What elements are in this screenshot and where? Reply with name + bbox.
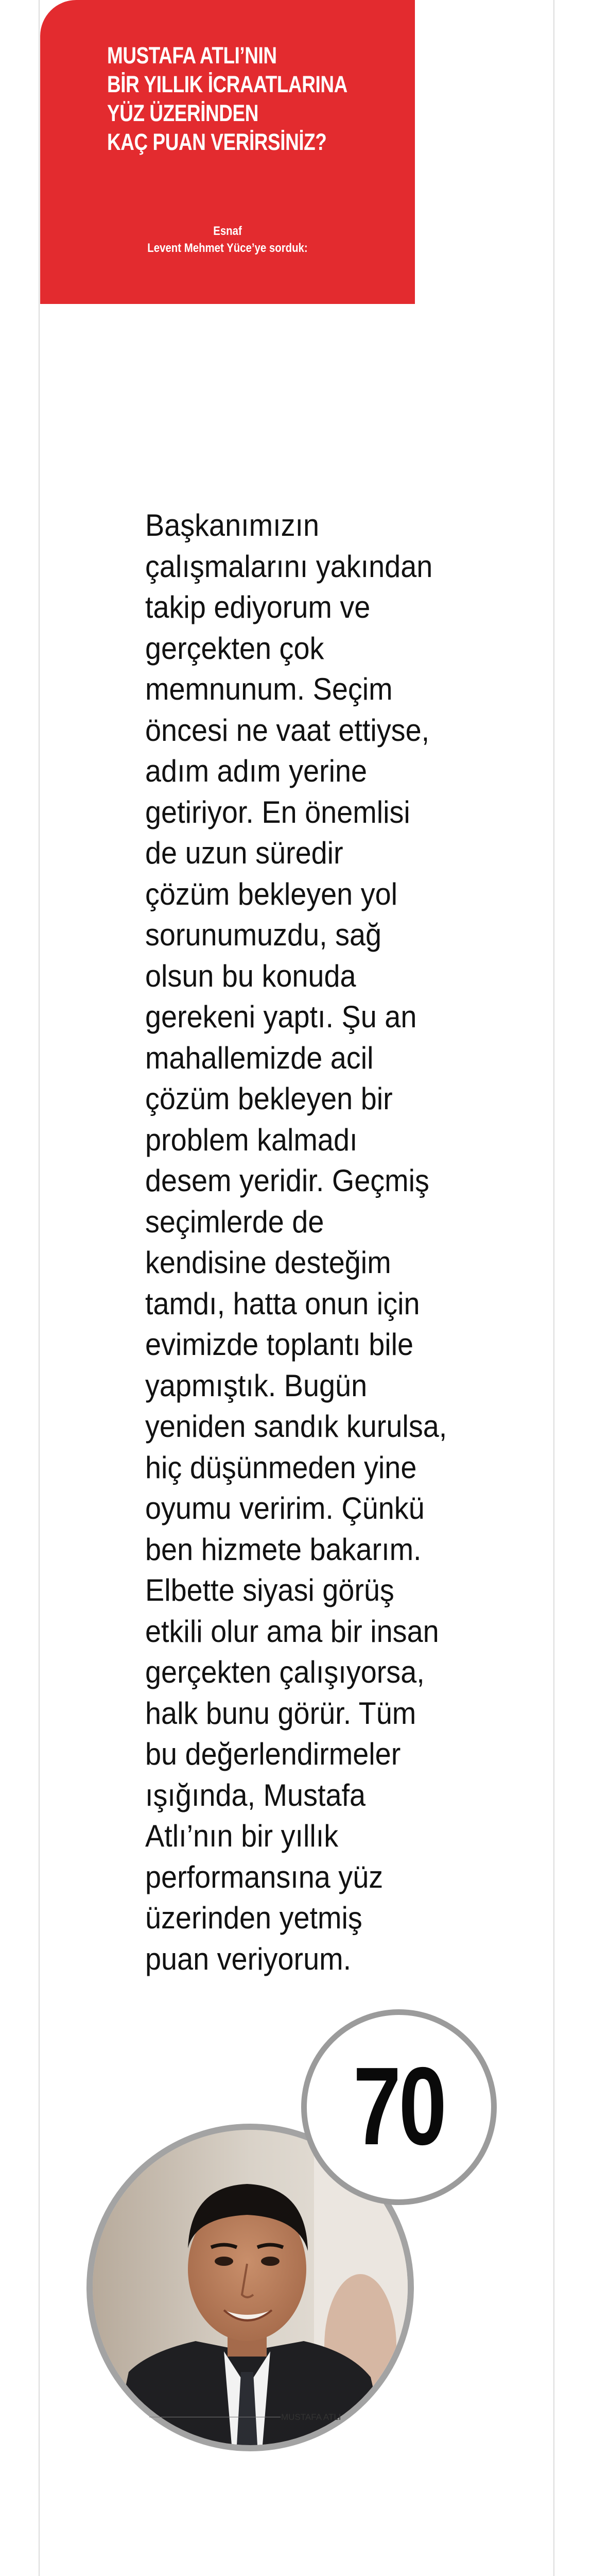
header-subtitle: [40, 223, 415, 257]
header-title-line: MUSTAFA ATLI’NIN: [107, 42, 277, 69]
header-title-line: YÜZ ÜZERİNDEN: [107, 100, 258, 126]
answer-line: olsun bu konuda: [145, 958, 356, 993]
answer-line: çalışmalarını yakından: [145, 549, 433, 584]
answer-line: hiç düşünmeden yine: [145, 1450, 417, 1485]
photo-caption: [149, 2412, 376, 2422]
header-title-line: KAÇ PUAN VERİRSİNİZ?: [107, 129, 327, 155]
answer-line: tamdı, hatta onun için: [145, 1286, 420, 1321]
header-title: [107, 41, 369, 157]
answer-line: öncesi ne vaat ettiyse,: [145, 713, 430, 748]
score-badge: [301, 2009, 497, 2205]
answer-line: performansına yüz: [145, 1859, 384, 1894]
answer-line: halk bunu görür. Tüm: [145, 1696, 416, 1731]
header-banner: [40, 0, 415, 304]
answer-line: kendisine desteğim: [145, 1245, 391, 1280]
answer-line: getiriyor. En önemlisi: [145, 794, 410, 829]
answer-line: yapmıştık. Bugün: [145, 1368, 368, 1403]
answer-line: Elbette siyasi görüş: [145, 1573, 394, 1607]
answer-line: çözüm bekleyen bir: [145, 1081, 393, 1116]
answer-line: üzerinden yetmiş: [145, 1901, 362, 1935]
interviewee-role: Esnaf: [213, 224, 242, 238]
answer-line: adım adım yerine: [145, 754, 368, 788]
answer-line: Başkanımızın: [145, 508, 320, 543]
answer-line: sorunumuzdu, sağ: [145, 918, 382, 952]
answer-line: oyumu veririm. Çünkü: [145, 1491, 425, 1526]
answer-line: mahallemizde acil: [145, 1040, 374, 1075]
answer-line: problem kalmadı: [145, 1122, 358, 1157]
answer-line: gerçekten çok: [145, 631, 324, 666]
answer-line: ışığında, Mustafa: [145, 1777, 366, 1812]
photo-caption-text: MUSTAFA ATLI: [281, 2412, 341, 2422]
answer-line: evimizde toplantı bile: [145, 1327, 414, 1362]
answer-line: Atlı’nın bir yıllık: [145, 1819, 339, 1853]
score-value: 70: [353, 2043, 445, 2168]
answer-line: yeniden sandık kurulsa,: [145, 1409, 447, 1444]
header-title-line: BİR YILLIK İCRAATLARINA: [107, 71, 347, 97]
answer-line: ben hizmete bakarım.: [145, 1532, 422, 1567]
answer-line: seçimlerde de: [145, 1204, 324, 1239]
answer-line: gerekeni yaptı. Şu an: [145, 999, 417, 1034]
answer-line: etkili olur ama bir insan: [145, 1614, 439, 1649]
answer-line: bu değerlendirmeler: [145, 1737, 401, 1771]
interview-answer: [145, 505, 447, 1979]
answer-line: de uzun süredir: [145, 836, 343, 870]
answer-line: takip ediyorum ve: [145, 590, 371, 624]
answer-line: gerçekten çalışıyorsa,: [145, 1655, 425, 1689]
answer-line: puan veriyorum.: [145, 1941, 352, 1976]
answer-line: desem yeridir. Geçmiş: [145, 1163, 429, 1198]
answer-line: çözüm bekleyen yol: [145, 876, 398, 911]
interviewee-name: Levent Mehmet Yüce’ye sorduk:: [147, 241, 308, 255]
left-border-line: [39, 0, 40, 2576]
answer-line: memnunum. Seçim: [145, 672, 393, 706]
right-border-line: [553, 0, 554, 2576]
